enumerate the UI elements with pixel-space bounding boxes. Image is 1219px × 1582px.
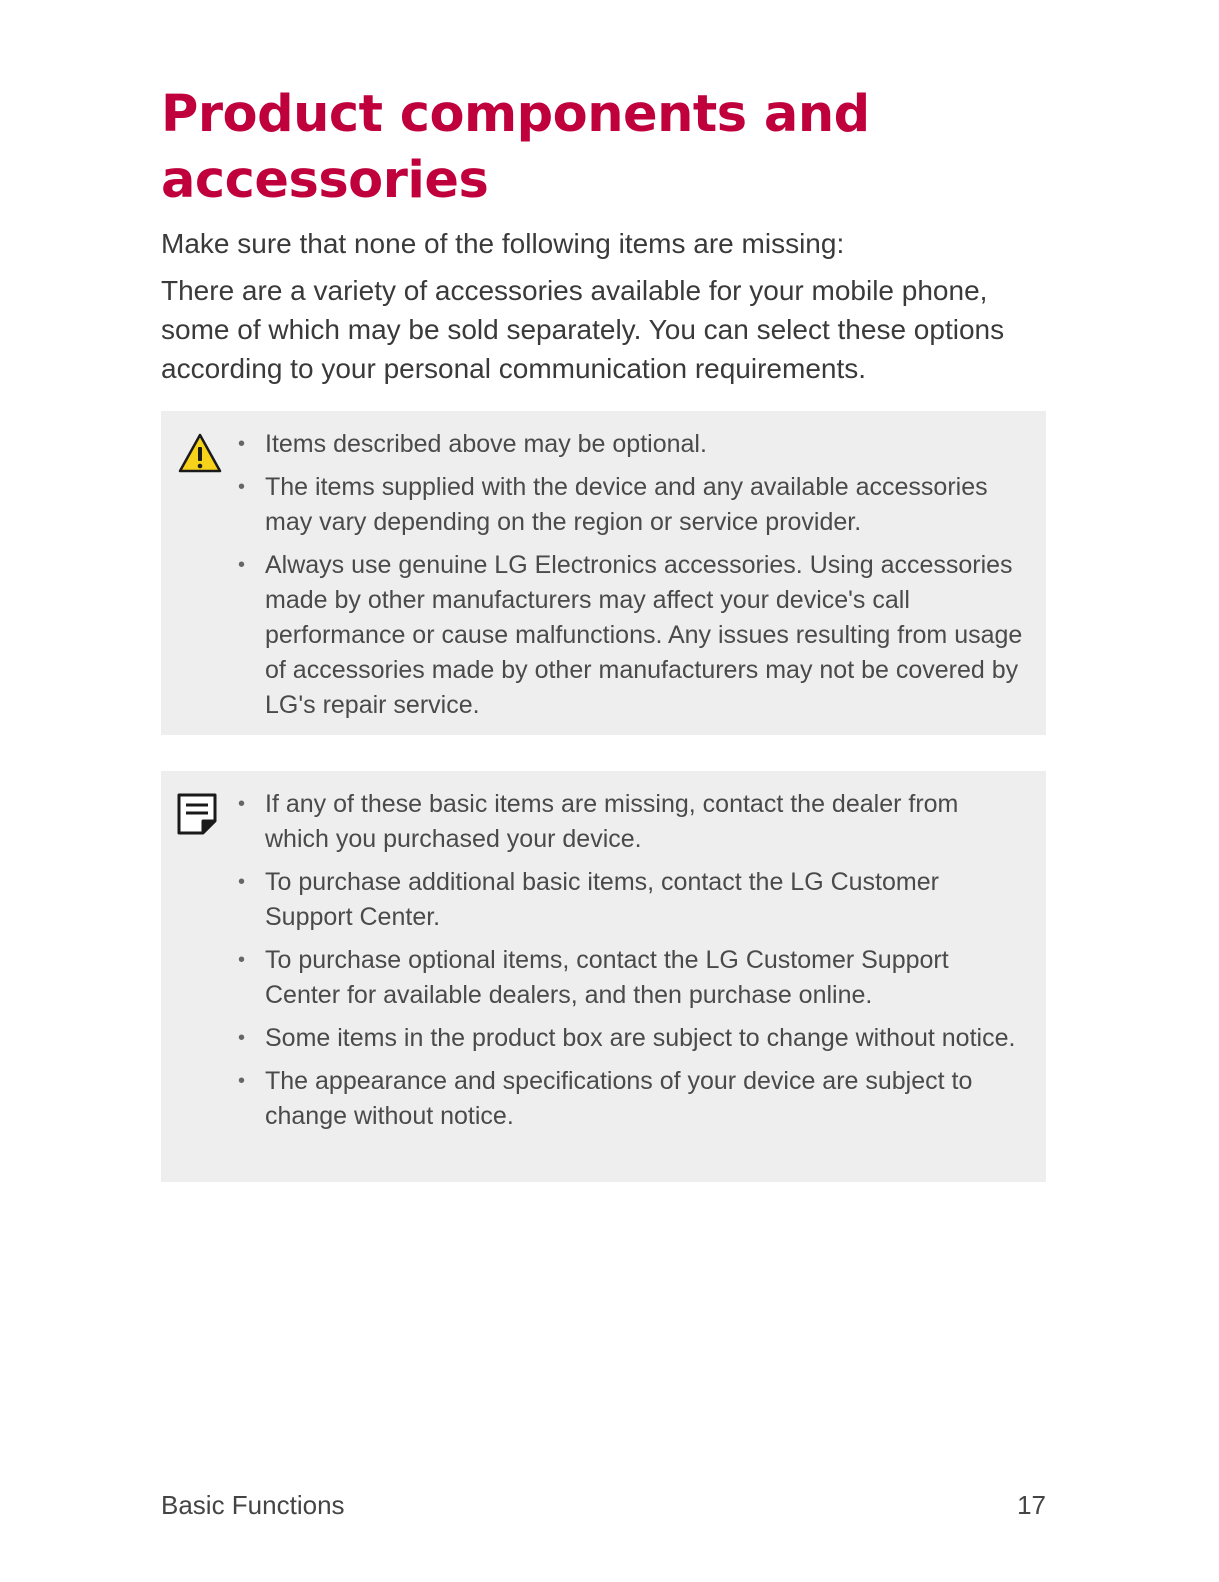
manual-page xyxy=(161,0,1046,1582)
list-item: • Some items in the product box are subject to change without notice. xyxy=(265,1021,1025,1056)
list-item: • To purchase optional items, contact the LG Customer Support Center for available dealers, and then purchase online. xyxy=(265,943,1025,1013)
intro-line: Make sure that none of the following items are missing: xyxy=(161,228,845,259)
footer-section-label: Basic Functions xyxy=(161,1490,345,1520)
warning-box xyxy=(161,411,1046,735)
list-item: • Items described above may be optional. xyxy=(265,427,1025,462)
note-list xyxy=(265,787,1025,1142)
list-item: • To purchase additional basic items, contact the LG Customer Support Center. xyxy=(265,865,1025,935)
warning-list xyxy=(265,427,1025,731)
intro-paragraph: There are a variety of accessories available for your mobile phone, some of which may be sold separately. You can select these options according to your personal communication requirements. xyxy=(161,275,1005,384)
list-item: • The appearance and specifications of your device are subject to change without notice. xyxy=(265,1064,1025,1134)
note-icon xyxy=(175,791,221,837)
list-item: • Always use genuine LG Electronics accessories. Using accessories made by other manufacturers may affect your device's call performance or cause malfunctions. Any issues resulting from usage of accessories made by other manufacturers may not be covered by LG's repair service. xyxy=(265,548,1025,723)
page-number: 17 xyxy=(1017,1490,1046,1520)
warning-triangle-icon xyxy=(177,431,223,477)
intro-text xyxy=(161,224,1046,388)
note-box xyxy=(161,771,1046,1182)
page-title: Product components and accessories xyxy=(161,85,870,210)
list-item: • The items supplied with the device and any available accessories may vary depending on the region or service provider. xyxy=(265,470,1025,540)
list-item: • If any of these basic items are missing, contact the dealer from which you purchased your device. xyxy=(265,787,1025,857)
